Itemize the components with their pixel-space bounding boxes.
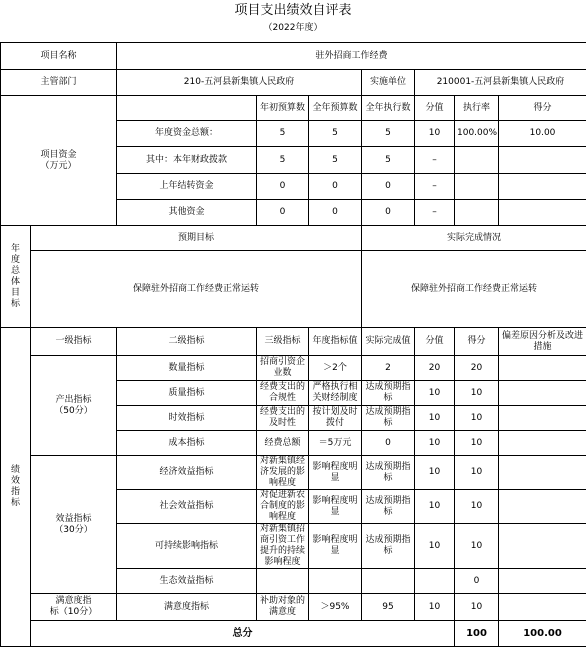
indicator-level3: 招商引资企业数 <box>257 356 309 381</box>
indicator-score: 10 <box>415 524 455 569</box>
indicator-deviation <box>499 456 586 490</box>
col-level2: 二级指标 <box>117 328 257 356</box>
indicator-points: 10 <box>455 406 499 431</box>
indicator-deviation <box>499 524 586 569</box>
funds-cell-score: – <box>415 200 455 226</box>
indicator-score: 10 <box>415 594 455 621</box>
indicator-points: 10 <box>455 490 499 524</box>
funds-row-label: 年度资金总额： <box>117 121 257 147</box>
indicator-level2: 可持续影响指标 <box>117 524 257 569</box>
expected-goal-text: 保障驻外招商工作经费正常运转 <box>31 251 362 328</box>
performance-indicators-label: 绩 效 指 标 <box>1 328 31 647</box>
indicator-level3: 经费支出的合规性 <box>257 381 309 406</box>
indicator-actual: 达成预期指标 <box>362 490 415 524</box>
indicator-points: 10 <box>455 456 499 490</box>
funds-cell-initial: 0 <box>257 174 309 200</box>
project-name-value: 驻外招商工作经费 <box>117 43 586 70</box>
indicator-score: 10 <box>415 406 455 431</box>
indicator-target: 影响程度明显 <box>309 490 362 524</box>
indicator-score: 10 <box>415 490 455 524</box>
indicator-points: 10 <box>455 594 499 621</box>
funds-row-label: 上年结转资金 <box>117 174 257 200</box>
indicator-level3: 对新集镇经济发展的影响程度 <box>257 456 309 490</box>
funds-cell-score: 10 <box>415 121 455 147</box>
satisfaction-indicator-label: 满意度指 标（10分） <box>31 594 117 621</box>
indicator-level2: 质量指标 <box>117 381 257 406</box>
funds-cell-annual: 5 <box>309 147 362 174</box>
total-row <box>1 621 586 647</box>
funds-col-annual: 全年预算数 <box>309 96 362 121</box>
col-score: 分值 <box>415 328 455 356</box>
goals-content-row <box>1 251 586 328</box>
indicator-level2: 数量指标 <box>117 356 257 381</box>
total-label: 总分 <box>31 621 455 647</box>
col-level1: 一级指标 <box>31 328 117 356</box>
funds-cell-executed: 0 <box>362 174 415 200</box>
department-label: 主管部门 <box>1 70 117 96</box>
implementer-value: 210001-五河县新集镇人民政府 <box>415 70 586 96</box>
indicator-deviation <box>499 569 586 594</box>
indicator-actual: 0 <box>362 431 415 456</box>
indicator-deviation <box>499 431 586 456</box>
indicator-target: 影响程度明显 <box>309 524 362 569</box>
total-score: 100 <box>455 621 499 647</box>
funds-cell-executed: 0 <box>362 200 415 226</box>
overall-goal-label: 年 度 总 体 目 标 <box>1 226 31 328</box>
indicator-level3: 对新集镇招商引资工作提升的持续影响程度 <box>257 524 309 569</box>
row-department <box>1 70 586 96</box>
actual-result-text: 保障驻外招商工作经费正常运转 <box>362 251 586 328</box>
funds-label: 项目资金 （万元） <box>1 96 117 226</box>
indicator-points: 20 <box>455 356 499 381</box>
total-points: 100.00 <box>499 621 586 647</box>
indicator-row-quantity <box>1 356 586 381</box>
output-indicator-label: 产出指标 （50分） <box>31 356 117 456</box>
funds-cell-executed: 5 <box>362 147 415 174</box>
funds-cell-executed: 5 <box>362 121 415 147</box>
indicator-deviation <box>499 356 586 381</box>
indicator-actual: 2 <box>362 356 415 381</box>
row-project-name <box>1 43 586 70</box>
indicator-target <box>309 569 362 594</box>
indicator-actual: 达成预期指标 <box>362 524 415 569</box>
project-name-label: 项目名称 <box>1 43 117 70</box>
indicator-actual: 达成预期指标 <box>362 456 415 490</box>
funds-cell-annual: 5 <box>309 121 362 147</box>
indicator-level3 <box>257 569 309 594</box>
funds-cell-points: 10.00 <box>499 121 586 147</box>
indicator-level2: 成本指标 <box>117 431 257 456</box>
col-points: 得分 <box>455 328 499 356</box>
col-target: 年度指标值 <box>309 328 362 356</box>
indicator-level3: 经费支出的及时性 <box>257 406 309 431</box>
funds-col-initial: 年初预算数 <box>257 96 309 121</box>
indicator-target: 按计划及时拨付 <box>309 406 362 431</box>
indicator-actual: 达成预期指标 <box>362 381 415 406</box>
indicator-level3: 对促进新农合制度的影响程度 <box>257 490 309 524</box>
funds-cell-initial: 5 <box>257 147 309 174</box>
funds-cell-points <box>499 147 586 174</box>
department-value: 210-五河县新集镇人民政府 <box>117 70 362 96</box>
evaluation-table <box>0 42 586 647</box>
col-deviation: 偏差原因分析及改进措施 <box>499 328 586 356</box>
indicator-actual: 95 <box>362 594 415 621</box>
funds-cell-initial: 5 <box>257 121 309 147</box>
indicator-target: 影响程度明显 <box>309 456 362 490</box>
indicator-target: ＞95% <box>309 594 362 621</box>
indicator-level3: 补助对象的满意度 <box>257 594 309 621</box>
form-year: （2022年度） <box>0 21 586 35</box>
indicator-score: 10 <box>415 381 455 406</box>
indicator-deviation <box>499 490 586 524</box>
indicator-target: ＝5万元 <box>309 431 362 456</box>
expected-goal-header: 预期目标 <box>31 226 362 251</box>
funds-cell-initial: 0 <box>257 200 309 226</box>
funds-cell-score: – <box>415 147 455 174</box>
funds-cell-rate <box>455 174 499 200</box>
funds-col-rate: 执行率 <box>455 96 499 121</box>
col-actual: 实际完成值 <box>362 328 415 356</box>
indicator-deviation <box>499 406 586 431</box>
indicator-target: ＞2个 <box>309 356 362 381</box>
indicator-score: 10 <box>415 456 455 490</box>
indicator-points: 0 <box>455 569 499 594</box>
funds-row-label: 其他资金 <box>117 200 257 226</box>
goals-header-row <box>1 226 586 251</box>
funds-cell-score: – <box>415 174 455 200</box>
funds-cell-points <box>499 174 586 200</box>
benefit-indicator-label: 效益指标 （30分） <box>31 456 117 594</box>
funds-blank-header <box>117 96 257 121</box>
indicator-level2: 经济效益指标 <box>117 456 257 490</box>
indicators-header-row <box>1 328 586 356</box>
funds-cell-annual: 0 <box>309 200 362 226</box>
indicator-row-satisfaction <box>1 594 586 621</box>
indicator-score: 20 <box>415 356 455 381</box>
col-level3: 三级指标 <box>257 328 309 356</box>
indicator-level2: 时效指标 <box>117 406 257 431</box>
funds-col-points: 得分 <box>499 96 586 121</box>
indicator-level3: 经费总额 <box>257 431 309 456</box>
indicator-score: 10 <box>415 431 455 456</box>
funds-row-label: 其中：本年财政拨款 <box>117 147 257 174</box>
indicator-level2: 满意度指标 <box>117 594 257 621</box>
indicator-target: 严格执行相关财经制度 <box>309 381 362 406</box>
funds-header-row <box>1 96 586 121</box>
funds-col-executed: 全年执行数 <box>362 96 415 121</box>
indicator-points: 10 <box>455 431 499 456</box>
indicator-deviation <box>499 381 586 406</box>
implementer-label: 实施单位 <box>362 70 415 96</box>
funds-cell-annual: 0 <box>309 174 362 200</box>
indicator-actual: 达成预期指标 <box>362 406 415 431</box>
indicator-level2: 生态效益指标 <box>117 569 257 594</box>
indicator-points: 10 <box>455 524 499 569</box>
funds-cell-rate <box>455 147 499 174</box>
indicator-row-economic <box>1 456 586 490</box>
indicator-deviation <box>499 594 586 621</box>
indicator-score <box>415 569 455 594</box>
actual-result-header: 实际完成情况 <box>362 226 586 251</box>
indicator-actual <box>362 569 415 594</box>
funds-cell-points <box>499 200 586 226</box>
indicator-level2: 社会效益指标 <box>117 490 257 524</box>
funds-cell-rate: 100.00% <box>455 121 499 147</box>
funds-col-score: 分值 <box>415 96 455 121</box>
funds-cell-rate <box>455 200 499 226</box>
indicator-points: 10 <box>455 381 499 406</box>
form-title: 项目支出绩效自评表 <box>0 2 586 20</box>
